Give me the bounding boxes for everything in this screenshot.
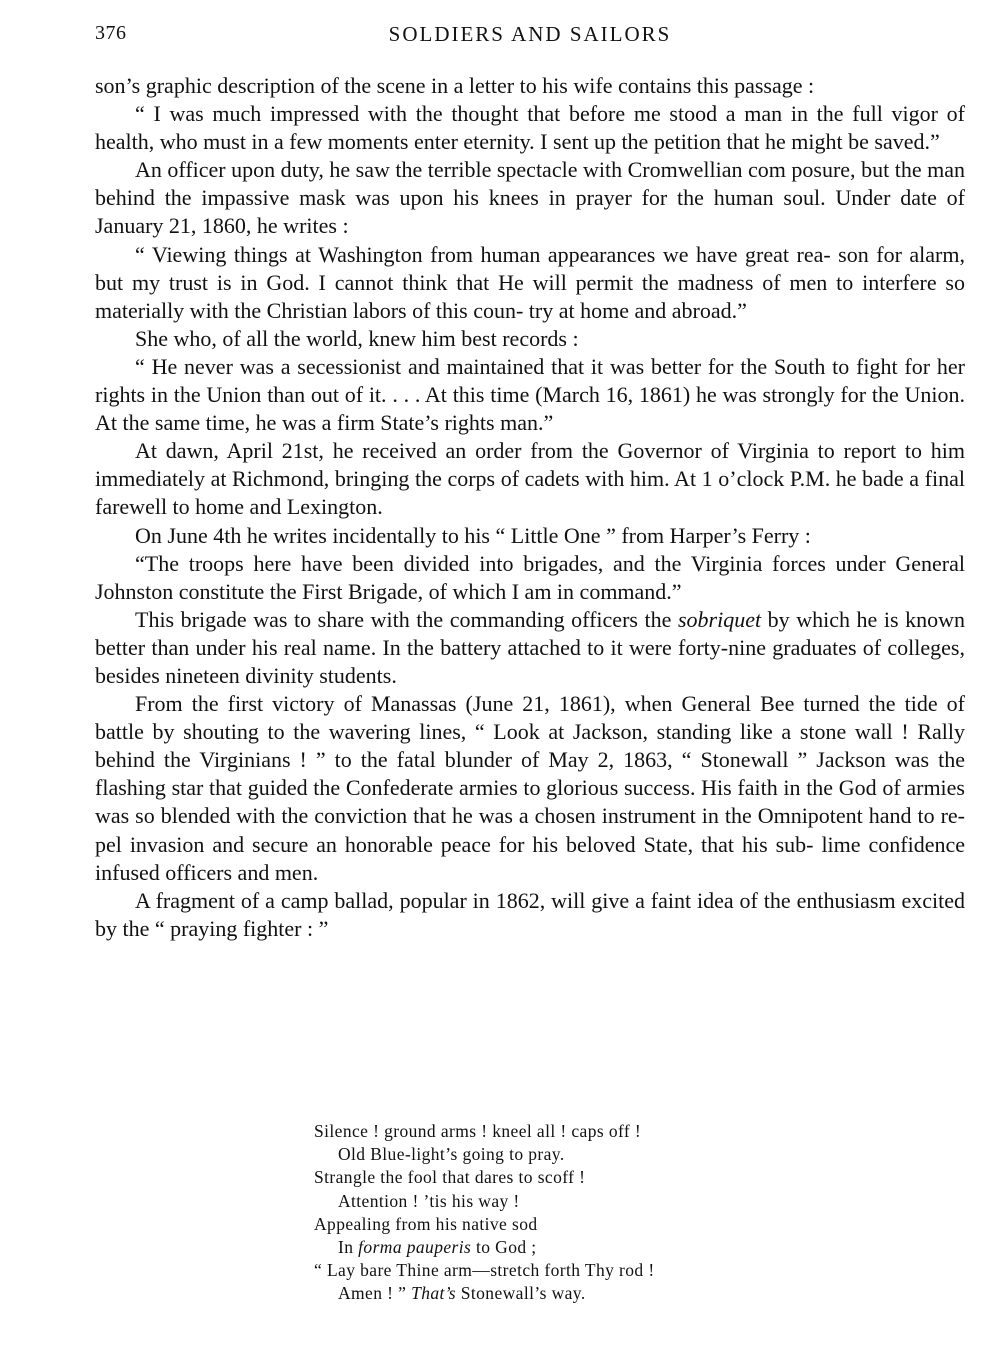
poem-text: Amen ! ” bbox=[338, 1283, 407, 1304]
poem-text: to God ; bbox=[476, 1237, 537, 1258]
running-title: SOLDIERS AND SAILORS bbox=[388, 22, 672, 46]
paragraph-brigade bbox=[95, 606, 965, 690]
letter-quote: “ I was much impressed with the thought that before me stood a man in the full vigor of health, who must in a few moments enter eternity. I sent up the petition that he might be saved.” bbox=[95, 101, 965, 155]
poem-line: Strangle the fool that dares to scoff ! bbox=[314, 1167, 586, 1188]
poem-line: Old Blue-light’s going to pray. bbox=[338, 1144, 565, 1165]
poem-line: Appealing from his native sod bbox=[314, 1213, 538, 1234]
poem-line: Silence ! ground arms ! kneel all ! caps off ! bbox=[314, 1121, 642, 1141]
poem-line: Attention ! ’tis his way ! bbox=[338, 1190, 520, 1211]
page-header bbox=[95, 22, 965, 52]
paragraph-april-21st: At dawn, April 21st, he received an order from the Governor of Virginia to report to him immediately at Richmond, bringing the corps of cadets with him. At 1 o’clock P.M. he bade a final farewell to home and Lexington. bbox=[95, 438, 965, 520]
poem-text: Stonewall’s way. bbox=[460, 1283, 586, 1304]
page-number: 376 bbox=[95, 22, 127, 44]
sobriquet-italic: sobriquet bbox=[677, 606, 762, 632]
forma-pauperis-italic: forma pauperis bbox=[358, 1237, 472, 1258]
brigade-text-before: This brigade was to share with the commanding officers the bbox=[135, 606, 672, 632]
secessionist-quote: “ He never was a secessionist and maintained that it was better for the South to fight for her rights in the Union than out of it. . . . At this time (March 16, 1861) he was strongly for the Union. At the same time, he was a firm State’s rights man.” bbox=[95, 353, 965, 436]
paragraph-officer-upon-duty: An officer upon duty, he saw the terrible spectacle with Cromwellian com posure, but the man behind the impassive mask was upon his knees in prayer for the human soul. Under date of January 21, 1860, he writes : bbox=[95, 157, 965, 239]
paragraph-continued: son’s graphic description of the scene in a letter to his wife contains this passage : bbox=[95, 73, 815, 98]
washington-quote: “ Viewing things at Washington from human appearances we have great rea- son for alarm, but my trust is in God. I cannot think that He will permit the madness of men to interfere so materially with the Christian labors of this coun- try at home and abroad.” bbox=[95, 241, 965, 323]
brigade-text-rest: which he is known better than under his real name. In the battery attached to it were forty-nine graduates of colleges, besides nineteen divinity students. bbox=[95, 606, 965, 688]
paragraph-manassas: From the first victory of Manassas (June 21, 1861), when General Bee turned the tide of battle by shouting to the wavering lines, “ Look at Jackson, standing like a stone wall ! Rally behind the Virginians ! ” to the fatal blunder of May 2, 1863, “ Stonewall ” Jackson was the flashing star that guided the Confederate armies to glorious success. His faith in the God of armies was so blended with the conviction that he was a chosen instrument in the Omnipotent hand to re- pel invasion and secure an honorable peace for his beloved State, that his sub- lime confidence infused officers and men. bbox=[95, 691, 965, 885]
poem-line bbox=[314, 1236, 794, 1259]
poem-text: In bbox=[338, 1237, 354, 1258]
paragraph-camp-ballad: A fragment of a camp ballad, popular in 1862, will give a faint idea of the enthusiasm excited by the “ praying fighter : ” bbox=[95, 887, 965, 941]
body-text bbox=[95, 72, 965, 943]
paragraph-she-who: She who, of all the world, knew him best records : bbox=[135, 325, 579, 351]
camp-ballad-poem bbox=[314, 1120, 794, 1306]
thats-italic: That’s bbox=[411, 1283, 456, 1304]
poem-line: “ Lay bare Thine arm—stretch forth Thy rod ! bbox=[314, 1260, 655, 1281]
paragraph-june-4th: On June 4th he writes incidentally to his “ Little One ” from Harper’s Ferry : bbox=[135, 522, 811, 548]
brigade-text-after: by bbox=[767, 606, 790, 632]
troops-quote: “The troops here have been divided into brigades, and the Virginia forces under General Johnston constitute the First Brigade, of which I am in command.” bbox=[95, 550, 965, 604]
poem-line bbox=[314, 1282, 794, 1305]
